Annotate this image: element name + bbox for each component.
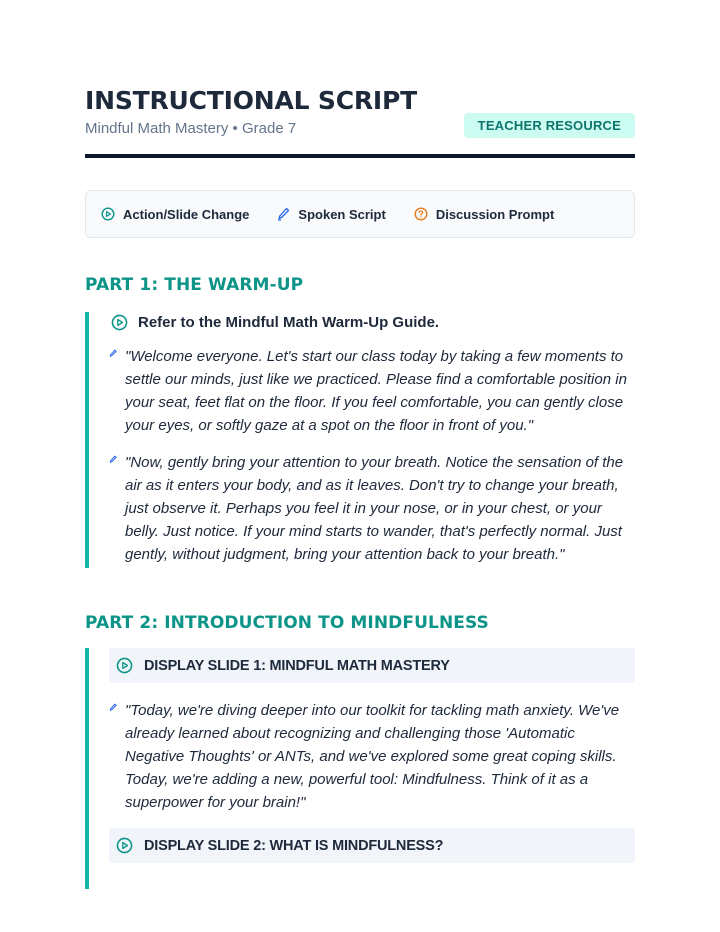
- legend-label-prompt: Discussion Prompt: [435, 206, 555, 222]
- document-header: [85, 0, 635, 158]
- slide-change-box: [109, 828, 635, 863]
- spoken-script: [89, 699, 635, 814]
- page-title: INSTRUCTIONAL SCRIPT: [85, 86, 417, 115]
- action-text: Refer to the Mindful Math Warm-Up Guide.: [138, 314, 440, 331]
- pen-icon: [109, 703, 117, 712]
- spoken-script: [89, 345, 635, 437]
- spoken-script: [89, 451, 635, 566]
- teacher-resource-badge: TEACHER RESOURCE: [464, 113, 635, 138]
- legend-item-action: [101, 207, 249, 222]
- script-text: "Today, we're diving deeper into our toolkit for tackling math anxiety. We've already learned about recognizing and challenging those 'Automatic Negative Thoughts' or ANTs, and we've explored some great coping skills. Today, we're adding a new, powerful tool: Mindfulness. Think of it as a superpower for your brain!": [125, 702, 620, 811]
- play-circle-icon: [111, 314, 128, 331]
- question-circle-icon: [414, 207, 428, 221]
- slide-label: DISPLAY SLIDE 1: MINDFUL MATH MASTERY: [144, 657, 450, 674]
- document-page: [85, 0, 635, 854]
- pen-icon: [109, 349, 117, 358]
- part2-heading: PART 2: INTRODUCTION TO MINDFULNESS: [85, 613, 489, 633]
- legend-label-spoken: Spoken Script: [298, 206, 386, 222]
- part1-heading: PART 1: THE WARM-UP: [85, 275, 304, 295]
- slide-label: DISPLAY SLIDE 2: WHAT IS MINDFULNESS?: [144, 837, 444, 854]
- page-subtitle: Mindful Math Mastery • Grade 7: [85, 120, 297, 137]
- play-circle-icon: [116, 657, 133, 674]
- part1-block: [85, 312, 635, 568]
- icon-legend: [85, 190, 635, 238]
- legend-label-action: Action/Slide Change: [123, 206, 250, 222]
- play-circle-icon: [101, 207, 115, 221]
- play-circle-icon: [116, 837, 133, 854]
- legend-item-prompt: [414, 207, 554, 222]
- part2-block: [85, 648, 635, 889]
- action-line: [89, 314, 635, 331]
- legend-item-spoken: [277, 207, 385, 222]
- pen-icon: [109, 455, 117, 464]
- script-text: "Welcome everyone. Let's start our class today by taking a few moments to settle our minds, just like we practiced. Please find a comfortable position in your seat, feet flat on the floor. If you feel comfortable, you can gently close your eyes, or softly gaze at a spot on the floor in front of you.": [125, 348, 627, 434]
- pen-icon: [277, 207, 290, 221]
- script-text: "Now, gently bring your attention to your breath. Notice the sensation of the air as it enters your body, and as it leaves. Don't try to change your breath, just observe it. Perhaps you feel it in your nose, or in your chest, or your belly. Just notice. If your mind starts to wander, that's perfectly normal. Just gently, without judgment, bring your attention back to your breath.": [125, 454, 624, 563]
- slide-change-box: [109, 648, 635, 683]
